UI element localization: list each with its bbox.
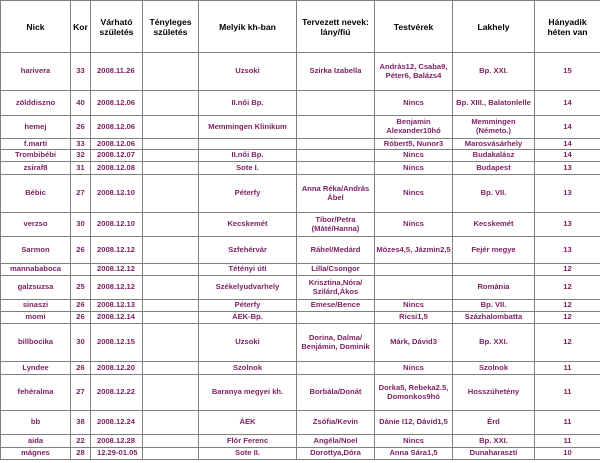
cell-tenyleges: [143, 264, 199, 276]
cell-tenyleges: [143, 150, 199, 162]
cell-kor: 30: [71, 213, 91, 237]
cell-lakhely: Fejér megye: [453, 237, 535, 264]
cell-nick: harivera: [1, 53, 71, 91]
cell-het: 12: [535, 264, 600, 276]
table-row: [1, 116, 600, 139]
header-het: Hányadik héten van: [535, 1, 600, 53]
cell-nevek: Krisztina,Nóra/ Szilárd,Ákos: [297, 276, 375, 300]
cell-kor: 27: [71, 375, 91, 411]
cell-nick: mágnes: [1, 448, 71, 460]
cell-tenyleges: [143, 448, 199, 460]
cell-kor: 30: [71, 324, 91, 362]
cell-tenyleges: [143, 116, 199, 139]
cell-het: 12: [535, 312, 600, 324]
cell-lakhely: Budakalász: [453, 150, 535, 162]
cell-varhato: 2008.12.06: [91, 91, 143, 116]
cell-nevek: Lilla/Csongor: [297, 264, 375, 276]
cell-het: 13: [535, 213, 600, 237]
cell-kor: 26: [71, 312, 91, 324]
cell-lakhely: Bp. XXI.: [453, 53, 535, 91]
cell-tenyleges: [143, 300, 199, 312]
cell-korhaz: [199, 139, 297, 150]
cell-het: 12: [535, 300, 600, 312]
cell-varhato: 12.29-01.05: [91, 448, 143, 460]
cell-korhaz: Tétényi úti: [199, 264, 297, 276]
cell-varhato: 2008.12.13: [91, 300, 143, 312]
cell-nevek: Emese/Bence: [297, 300, 375, 312]
table-row: [1, 324, 600, 362]
cell-het: 14: [535, 139, 600, 150]
cell-tenyleges: [143, 139, 199, 150]
cell-kor: 26: [71, 116, 91, 139]
cell-testverek: András12, Csaba9, Péter6, Balázs4: [375, 53, 453, 91]
cell-varhato: 2008.12.12: [91, 264, 143, 276]
cell-korhaz: Kecskemét: [199, 213, 297, 237]
cell-tenyleges: [143, 375, 199, 411]
cell-nevek: Tibor/Petra (Máté/Hanna): [297, 213, 375, 237]
cell-nick: billbocika: [1, 324, 71, 362]
cell-nevek: [297, 139, 375, 150]
cell-varhato: 2008.12.07: [91, 150, 143, 162]
cell-nick: Trombibébi: [1, 150, 71, 162]
cell-korhaz: Uzsoki: [199, 324, 297, 362]
cell-nevek: [297, 150, 375, 162]
cell-lakhely: Érd: [453, 411, 535, 435]
cell-kor: [71, 264, 91, 276]
cell-varhato: 2008.12.06: [91, 116, 143, 139]
cell-varhato: 2008.12.14: [91, 312, 143, 324]
cell-korhaz: Sote I.: [199, 162, 297, 175]
cell-het: 11: [535, 362, 600, 375]
cell-het: 11: [535, 375, 600, 411]
cell-nevek: Zsófia/Kevin: [297, 411, 375, 435]
cell-nick: zölddiszno: [1, 91, 71, 116]
header-varhato: Várható születés: [91, 1, 143, 53]
table-row: [1, 150, 600, 162]
cell-testverek: Dánie I12, Dávid1,5: [375, 411, 453, 435]
header-testverek: Testvérek: [375, 1, 453, 53]
cell-testverek: Róbert5, Nunor3: [375, 139, 453, 150]
cell-nevek: Angéla/Noel: [297, 435, 375, 448]
cell-varhato: 2008.12.24: [91, 411, 143, 435]
table-row: [1, 213, 600, 237]
cell-nevek: Ráhel/Medárd: [297, 237, 375, 264]
cell-kor: 31: [71, 162, 91, 175]
cell-nevek: [297, 362, 375, 375]
table-row: [1, 448, 600, 460]
cell-korhaz: ÁEK-Bp.: [199, 312, 297, 324]
cell-korhaz: Uzsoki: [199, 53, 297, 91]
cell-testverek: Nincs: [375, 162, 453, 175]
cell-tenyleges: [143, 276, 199, 300]
cell-lakhely: Bp. XXI.: [453, 324, 535, 362]
cell-lakhely: Bp. XXI.: [453, 435, 535, 448]
cell-lakhely: [453, 264, 535, 276]
table-row: [1, 411, 600, 435]
cell-nick: verzso: [1, 213, 71, 237]
cell-korhaz: Szfehérvár: [199, 237, 297, 264]
cell-nick: bb: [1, 411, 71, 435]
cell-nevek: [297, 312, 375, 324]
table-row: [1, 435, 600, 448]
cell-het: 12: [535, 324, 600, 362]
cell-korhaz: Szolnok: [199, 362, 297, 375]
cell-korhaz: Baranya megyei kh.: [199, 375, 297, 411]
cell-korhaz: II.női Bp.: [199, 150, 297, 162]
cell-nick: Sarmon: [1, 237, 71, 264]
cell-nick: fehéralma: [1, 375, 71, 411]
cell-testverek: Nincs: [375, 213, 453, 237]
cell-nick: Bébic: [1, 175, 71, 213]
cell-lakhely: Memmingen (Németo.): [453, 116, 535, 139]
cell-het: 13: [535, 237, 600, 264]
table-row: [1, 91, 600, 116]
cell-lakhely: Hosszúhetény: [453, 375, 535, 411]
cell-kor: 25: [71, 276, 91, 300]
cell-nick: Lyndee: [1, 362, 71, 375]
cell-testverek: Mózes4,5, Jázmin2,5: [375, 237, 453, 264]
cell-lakhely: Szolnok: [453, 362, 535, 375]
cell-varhato: 2008.12.10: [91, 213, 143, 237]
table-row: [1, 237, 600, 264]
cell-varhato: 2008.12.20: [91, 362, 143, 375]
cell-kor: 27: [71, 175, 91, 213]
cell-testverek: Márk, Dávid3: [375, 324, 453, 362]
cell-testverek: Nincs: [375, 91, 453, 116]
cell-korhaz: II.női Bp.: [199, 91, 297, 116]
cell-testverek: [375, 276, 453, 300]
cell-het: 12: [535, 276, 600, 300]
table-row: [1, 53, 600, 91]
cell-testverek: Nincs: [375, 150, 453, 162]
cell-tenyleges: [143, 312, 199, 324]
cell-tenyleges: [143, 362, 199, 375]
cell-kor: 22: [71, 435, 91, 448]
cell-kor: 38: [71, 411, 91, 435]
cell-varhato: 2008.12.12: [91, 237, 143, 264]
cell-nevek: Dorottya,Dóra: [297, 448, 375, 460]
cell-testverek: Nincs: [375, 175, 453, 213]
cell-het: 15: [535, 53, 600, 91]
cell-nick: f.marti: [1, 139, 71, 150]
header-korhaz: Melyik kh-ban: [199, 1, 297, 53]
cell-lakhely: Marosvásárhely: [453, 139, 535, 150]
cell-lakhely: Románia: [453, 276, 535, 300]
cell-nick: momi: [1, 312, 71, 324]
cell-nick: mannababoca: [1, 264, 71, 276]
table-row: [1, 139, 600, 150]
header-row: [1, 1, 600, 53]
table-row: [1, 162, 600, 175]
cell-varhato: 2008.11.26: [91, 53, 143, 91]
cell-tenyleges: [143, 435, 199, 448]
cell-lakhely: Bp. VII.: [453, 175, 535, 213]
cell-het: 13: [535, 162, 600, 175]
header-tenyleges: Tényleges születés: [143, 1, 199, 53]
cell-korhaz: Sote II.: [199, 448, 297, 460]
table-body: [1, 53, 600, 460]
cell-tenyleges: [143, 162, 199, 175]
cell-korhaz: Péterfy: [199, 175, 297, 213]
cell-tenyleges: [143, 237, 199, 264]
table-row: [1, 276, 600, 300]
cell-korhaz: Memmingen Klinikum: [199, 116, 297, 139]
cell-lakhely: Bp. XIII., Balatonlelle: [453, 91, 535, 116]
cell-testverek: Nincs: [375, 362, 453, 375]
cell-tenyleges: [143, 213, 199, 237]
cell-varhato: 2008.12.08: [91, 162, 143, 175]
cell-nevek: Szirka Izabella: [297, 53, 375, 91]
cell-het: 14: [535, 91, 600, 116]
cell-kor: 26: [71, 237, 91, 264]
cell-nevek: Anna Réka/András Ábel: [297, 175, 375, 213]
cell-tenyleges: [143, 324, 199, 362]
cell-nick: hemej: [1, 116, 71, 139]
cell-nevek: [297, 162, 375, 175]
cell-testverek: Ricsi1,5: [375, 312, 453, 324]
cell-testverek: Dorka5, Rebeka2.5, Domonkos9hó: [375, 375, 453, 411]
cell-testverek: Nincs: [375, 300, 453, 312]
cell-varhato: 2008.12.15: [91, 324, 143, 362]
cell-testverek: Anna Sára1,5: [375, 448, 453, 460]
cell-nevek: [297, 91, 375, 116]
cell-tenyleges: [143, 175, 199, 213]
cell-het: 14: [535, 116, 600, 139]
cell-varhato: 2008.12.06: [91, 139, 143, 150]
cell-nevek: Borbála/Donát: [297, 375, 375, 411]
cell-nevek: [297, 116, 375, 139]
cell-varhato: 2008.12.12: [91, 276, 143, 300]
cell-testverek: [375, 264, 453, 276]
cell-kor: 32: [71, 150, 91, 162]
cell-het: 13: [535, 175, 600, 213]
cell-kor: 33: [71, 139, 91, 150]
header-nick: Nick: [1, 1, 71, 53]
cell-varhato: 2008.12.10: [91, 175, 143, 213]
cell-het: 10: [535, 448, 600, 460]
cell-lakhely: Dunaharaszti: [453, 448, 535, 460]
cell-nevek: Dorina, Dalma/ Benjámin, Dominik: [297, 324, 375, 362]
header-nevek: Tervezett nevek: lány/fiú: [297, 1, 375, 53]
header-lakhely: Lakhely: [453, 1, 535, 53]
cell-nick: sinaszi: [1, 300, 71, 312]
cell-korhaz: Székelyudvarhely: [199, 276, 297, 300]
table-row: [1, 362, 600, 375]
cell-nick: aida: [1, 435, 71, 448]
cell-het: 11: [535, 435, 600, 448]
cell-tenyleges: [143, 91, 199, 116]
cell-lakhely: Százhalombatta: [453, 312, 535, 324]
cell-varhato: 2008.12.28: [91, 435, 143, 448]
cell-het: 14: [535, 150, 600, 162]
cell-kor: 26: [71, 300, 91, 312]
cell-varhato: 2008.12.22: [91, 375, 143, 411]
cell-lakhely: Bp. VII.: [453, 300, 535, 312]
table-row: [1, 375, 600, 411]
cell-nick: zsiraf8: [1, 162, 71, 175]
table-row: [1, 300, 600, 312]
cell-korhaz: Péterfy: [199, 300, 297, 312]
cell-lakhely: Budapest: [453, 162, 535, 175]
table-row: [1, 264, 600, 276]
cell-nick: galzsuzsa: [1, 276, 71, 300]
table-row: [1, 175, 600, 213]
cell-kor: 33: [71, 53, 91, 91]
cell-kor: 26: [71, 362, 91, 375]
cell-testverek: Nincs: [375, 435, 453, 448]
cell-korhaz: Flór Ferenc: [199, 435, 297, 448]
table-row: [1, 312, 600, 324]
cell-lakhely: Kecskemét: [453, 213, 535, 237]
cell-tenyleges: [143, 411, 199, 435]
cell-korhaz: ÁEK: [199, 411, 297, 435]
cell-kor: 28: [71, 448, 91, 460]
cell-testverek: Benjamin Alexander10hó: [375, 116, 453, 139]
cell-kor: 40: [71, 91, 91, 116]
header-kor: Kor: [71, 1, 91, 53]
cell-tenyleges: [143, 53, 199, 91]
cell-het: 11: [535, 411, 600, 435]
